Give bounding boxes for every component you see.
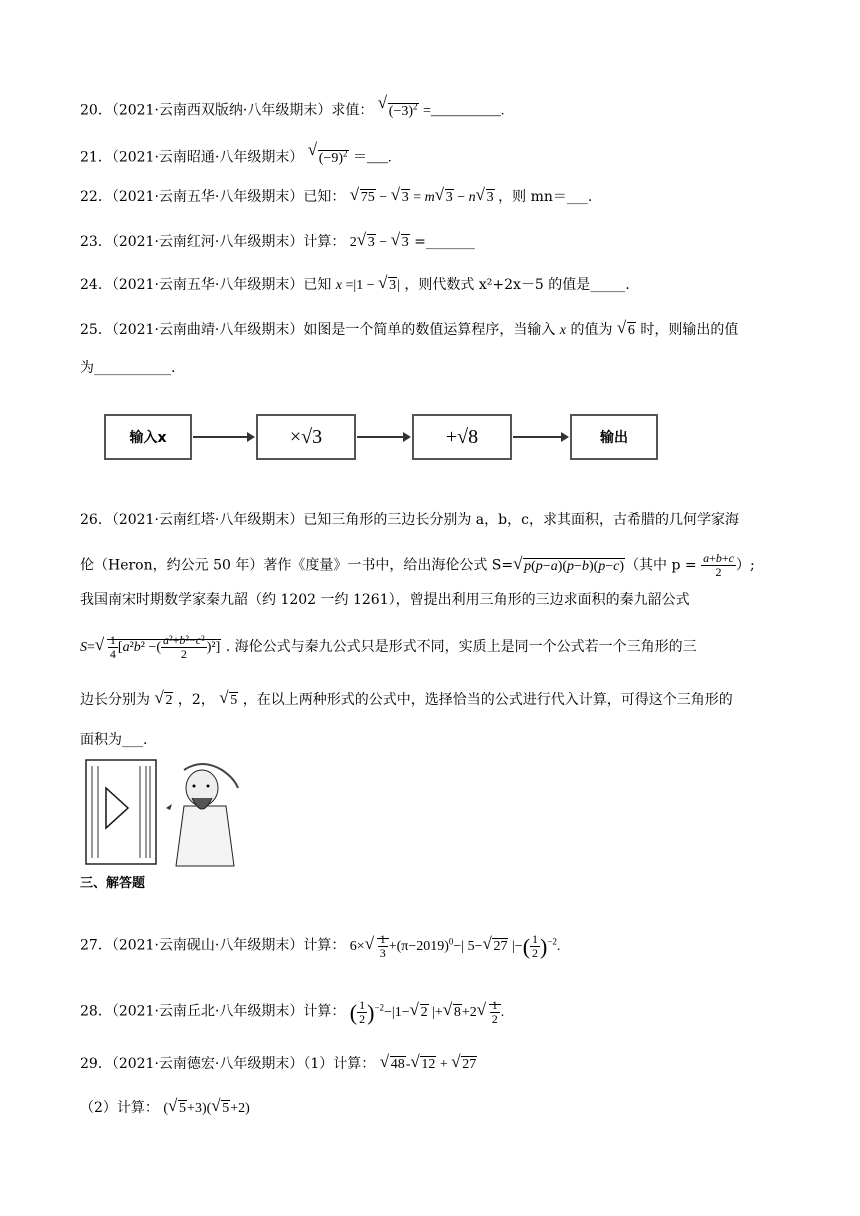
flow-multiply-box: ×√3 bbox=[256, 414, 356, 460]
q20-sqrt: √ $(-3)^2$ bbox=[379, 96, 419, 122]
question-26-line2: 伦（Heron，约公元 50 年）著作《度量》一书中，给出海伦公式 S=√ p(p−a)(p−b)(p−c)（其中 p = $\frac{a+b+c}{2}$ ）; bbox=[80, 552, 755, 580]
question-29-part1: 29．（2021·云南德宏·八年级期末）（1）计算： √ 48-√ 12 + √ 27 bbox=[80, 1054, 477, 1075]
flow-arrow-3 bbox=[513, 436, 567, 438]
q27-expr: 6× √ $\frac{1}{3}$ $+(\pi-2019)^0-|$ 5−√ 27 |−( $\frac{1}{2}$ )$^{-2}$. bbox=[350, 939, 561, 954]
q22-prefix: 22．（2021·云南五华·八年级期末）已知： bbox=[80, 189, 346, 205]
historical-illustration bbox=[84, 758, 244, 868]
question-29-part2: （2）计算： (√ 5+3)(√ 5+2) bbox=[80, 1098, 250, 1119]
side-sqrt5: √ 5 bbox=[220, 691, 238, 711]
question-26-line4: S= √ $\frac{1}{4}$ [a²b² −( $\frac{\text{a²+b²−c²}}{2}$ )²] . 海伦公式与秦九公式只是形式不同，实质上是同一个公式若一个三角形的三 bbox=[80, 632, 697, 663]
side-sqrt2: √ 2 bbox=[155, 691, 173, 711]
question-26-line1: 26．（2021·云南红塔·八年级期末）已知三角形的三边长分别为 a，b，c，求其面积，古希腊的几何学家海 bbox=[80, 512, 739, 528]
question-23 bbox=[80, 232, 475, 253]
q29-expr1: √ 48-√ 12 + √ 27 bbox=[380, 1057, 478, 1072]
qin-formula: S= √ $\frac{1}{4}$ [a²b² −( $\frac{\text{a²+b²−c²}}{2}$ )²] bbox=[80, 640, 221, 655]
question-25-line1: 25．（2021·云南曲靖·八年级期末）如图是一个简单的数值运算程序，当输入 x 的值为 √ 6 时，则输出的值 bbox=[80, 320, 738, 341]
q23-expr: 2√ 3 − √ 3 bbox=[350, 235, 410, 250]
question-20 bbox=[80, 96, 504, 122]
q25-var-x: x bbox=[559, 323, 567, 338]
question-24 bbox=[80, 275, 630, 296]
q23-prefix: 23．（2021·云南红河·八年级期末）计算： bbox=[80, 234, 346, 250]
section-heading-solutions: 三、解答题 bbox=[80, 876, 146, 891]
question-26-line3: 我国南宋时期数学家秦九韶（约 1202 一约 1261），曾提出利用三角形的三边求面积的秦九韶公式 bbox=[80, 592, 690, 608]
q28-expr: ( $\frac{1}{2}$ )$^{-2}$−|1−√ 2 |+√ 8+2 √ $\frac{1}{2}$ . bbox=[350, 1005, 504, 1020]
q23-blank: =_______ bbox=[414, 234, 475, 250]
q20-blank: =__________. bbox=[422, 103, 505, 119]
q22-equation: √ 75 − √ 3 = m√ 3 − n√ 3 bbox=[350, 190, 498, 205]
p-fraction: $\frac{a+b+c}{2}$ bbox=[703, 551, 734, 579]
flow-arrow-1 bbox=[193, 436, 253, 438]
q22-tail: ，则 mn＝___. bbox=[498, 189, 593, 205]
question-25-line2: 为___________. bbox=[80, 360, 176, 376]
question-27: 27．（2021·云南砚山·八年级期末）计算： 6× √ $\frac{1}{3}$ $+(\pi-2019)^0-|$ 5−√ 27 |−( $\frac{1}{2}$ )$^{-2}$. bbox=[80, 926, 560, 962]
flow-input-box: 输入x bbox=[104, 414, 192, 460]
q20-prefix: 20．（2021·云南西双版纳·八年级期末）求值： bbox=[80, 102, 374, 119]
question-28: 28．（2021·云南丘北·八年级期末）计算： ( $\frac{1}{2}$ )$^{-2}$−|1−√ 2 |+√ 8+2 √ $\frac{1}{2}$ . bbox=[80, 992, 504, 1028]
question-22 bbox=[80, 187, 592, 208]
q29-expr2: (√ 5+3)(√ 5+2) bbox=[163, 1101, 249, 1116]
scholar-robe bbox=[176, 806, 234, 866]
heron-formula: √ p(p−a)(p−b)(p−c) bbox=[514, 554, 625, 580]
question-21 bbox=[80, 143, 391, 169]
q21-sqrt: √ $(-9)^2$ bbox=[309, 143, 349, 169]
flow-output-box: 输出 bbox=[570, 414, 658, 460]
q24-expr: x =|1 − √ 3| bbox=[336, 278, 400, 293]
flow-add-box: +√8 bbox=[412, 414, 512, 460]
q21-prefix: 21．（2021·云南昭通·八年级期末） bbox=[80, 149, 304, 166]
flow-arrow-2 bbox=[357, 436, 409, 438]
question-26-line6: 面积为___. bbox=[80, 732, 148, 748]
q24-tail: ，则代数式 x²+2x－5 的值是_____. bbox=[404, 277, 630, 293]
q21-blank: ＝___. bbox=[352, 150, 392, 166]
illustration-svg bbox=[84, 758, 244, 868]
question-26-line5: 边长分别为 √ 2 ，2， √ 5 ，在以上两种形式的公式中，选择恰当的公式进行代入计算，可得这个三角形的 bbox=[80, 690, 733, 711]
q24-prefix: 24．（2021·云南五华·八年级期末）已知 bbox=[80, 277, 332, 293]
q25-sqrt6: √ 6 bbox=[618, 321, 636, 341]
